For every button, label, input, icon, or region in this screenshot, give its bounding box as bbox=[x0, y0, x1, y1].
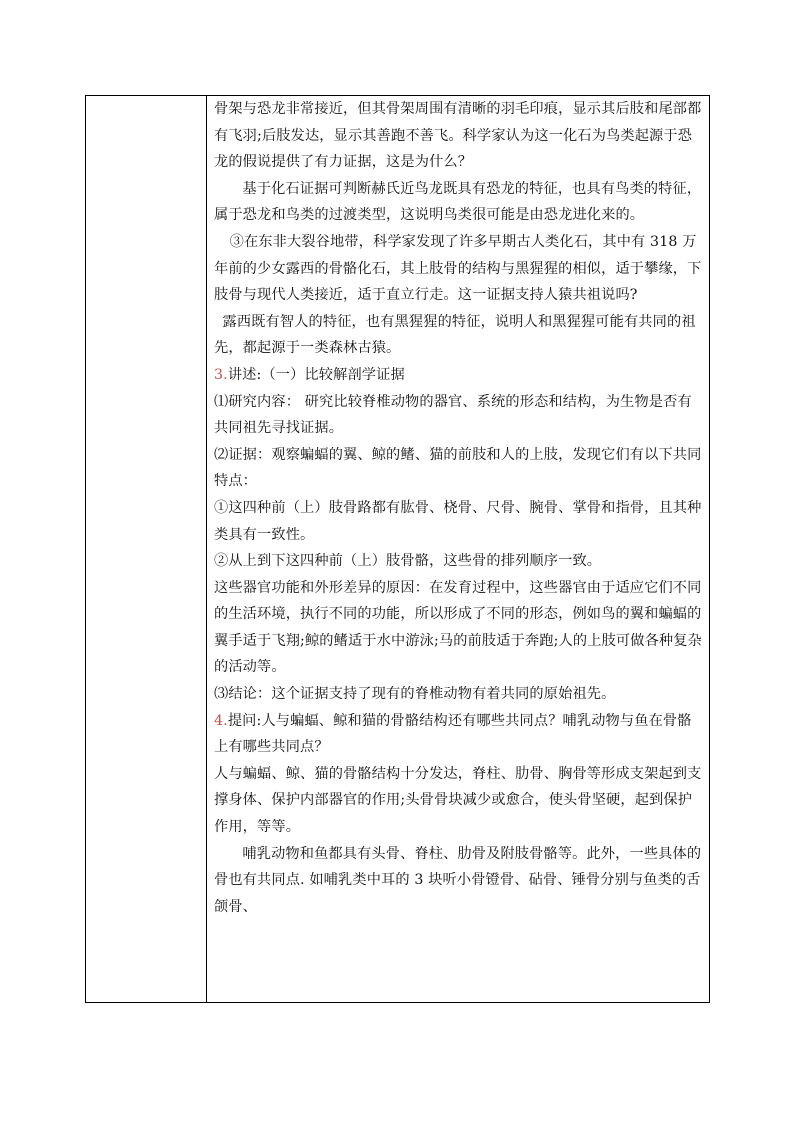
paragraph-evidence-point-1: ①这四种前（上）肢骨路都有肱骨、桡骨、尺骨、腕骨、掌骨和指骨，且其种类具有一致性。 bbox=[214, 499, 702, 543]
paragraph-difference-reason: 这些器官功能和外形差异的原因：在发育过程中，这些器官由于适应它们不同的生活环境，执行不同的功能，所以形成了不同的形态，例如鸟的翼和蝙蝠的翼手适于飞翔;鲸的鳍适于水中游泳;马的前肢适于奔跑;人的上肢可做各种复杂的活动等。 bbox=[214, 579, 702, 676]
paragraph-lucy-answer: 露西既有智人的特征，也有黑猩猩的特征，说明人和黑猩猩可能有共同的祖先，都起源于一类森林古猿。 bbox=[214, 313, 696, 357]
paragraph-evidence-point-2: ②从上到下这四种前（上）肢骨骼，这些骨的排列顺序一致。 bbox=[214, 553, 602, 570]
content-cell bbox=[214, 96, 704, 920]
paragraph-research-content: ⑴研究内容： 研究比较脊椎动物的器官、系统的形态和结构，为生物是否有共同祖先寻找证据。 bbox=[214, 393, 692, 437]
paragraph-lucy-question: ③在东非大裂谷地带，科学家发现了许多早期古人类化石，其中有 318 万年前的少女露西的骨骼化石，其上肢骨的结构与黑猩猩的相似，适于攀缘，下肢骨与现代人类接近，适于直立行走。这一证据支持人猿共祖说吗? bbox=[214, 233, 702, 304]
paragraph-question-4 bbox=[214, 708, 704, 761]
lesson-table bbox=[85, 95, 710, 1003]
paragraph-mammal-fish: 哺乳动物和鱼都具有头骨、脊柱、肋骨及附肢骨骼等。此外，一些具体的骨也有共同点. 如哺乳类中耳的 3 块听小骨镫骨、砧骨、锤骨分别与鱼类的舌颌骨、 bbox=[214, 845, 702, 915]
section-number: 3. bbox=[214, 366, 228, 383]
section-number: 4. bbox=[214, 712, 228, 729]
paragraph-fossil-answer: 基于化石证据可判断赫氏近鸟龙既具有恐龙的特征，也具有鸟类的特征，属于恐龙和鸟类的过渡类型，这说明鸟类很可能是由恐龙进化来的。 bbox=[214, 180, 702, 224]
paragraph-lecture-heading bbox=[214, 362, 704, 389]
paragraph-evidence: ⑵证据：观察蝙蝠的翼、鲸的鳍、猫的前肢和人的上肢，发现它们有以下共同特点： bbox=[214, 446, 702, 490]
question-text: 提问:人与蝙蝠、鲸和猫的骨骼结构还有哪些共同点？哺乳动物与鱼在骨骼上有哪些共同点？ bbox=[214, 712, 692, 756]
paragraph-fossil-question: 骨架与恐龙非常接近，但其骨架周围有清晰的羽毛印痕，显示其后肢和尾部都有飞羽;后肢发达，显示其善跑不善飞。科学家认为这一化石为鸟类起源于恐龙的假说提供了有力证据，这是为什么？ bbox=[214, 101, 702, 171]
column-divider bbox=[206, 96, 207, 1002]
paragraph-conclusion: ⑶结论：这个证据支持了现有的脊椎动物有着共同的原始祖先。 bbox=[214, 686, 616, 703]
paragraph-skeleton-answer: 人与蝙蝠、鲸、猫的骨骼结构十分发达，脊柱、肋骨、胸骨等形成支架起到支撑身体、保护内部器官的作用;头骨骨块减少或愈合，使头骨坚硬，起到保护作用，等等。 bbox=[214, 765, 702, 836]
section-heading-text: 讲述:（一）比较解剖学证据 bbox=[227, 366, 405, 383]
